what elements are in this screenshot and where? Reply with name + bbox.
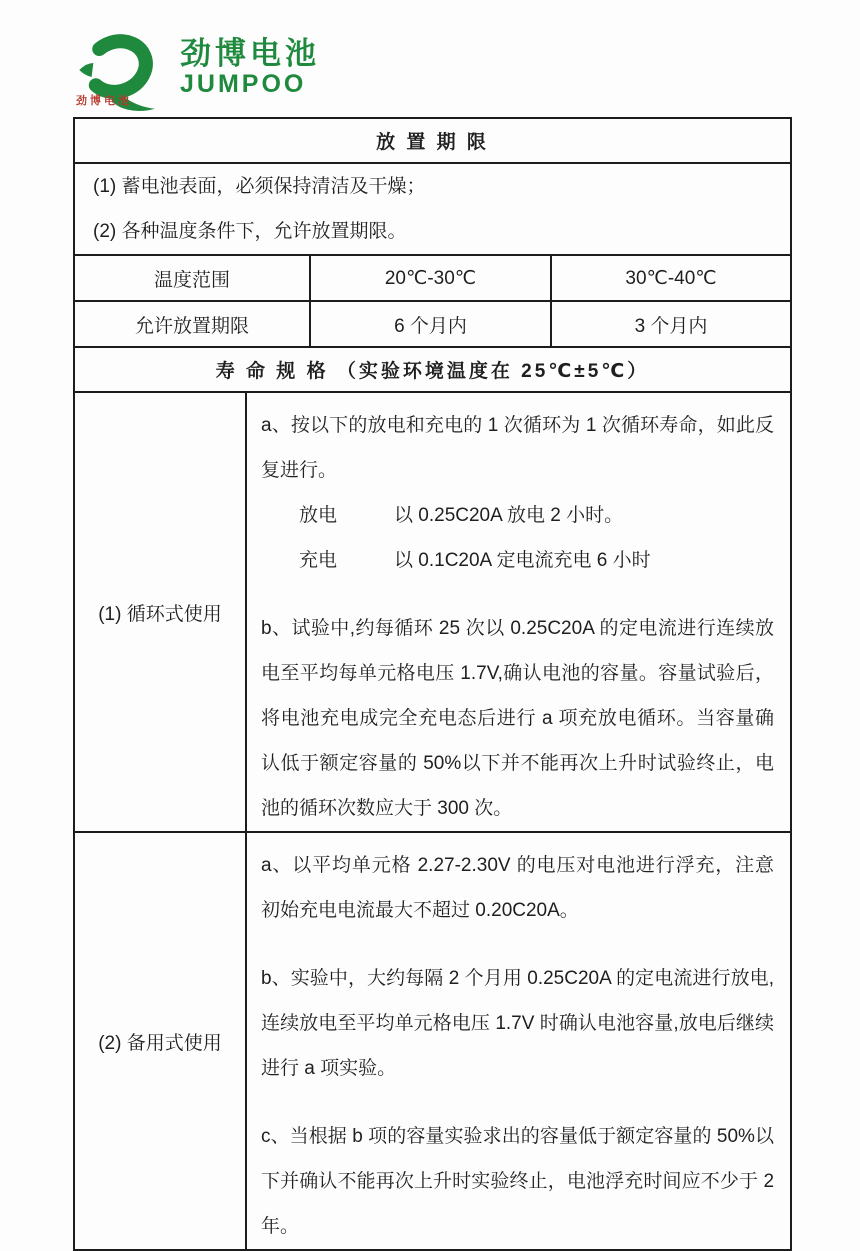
table-row [74, 118, 791, 163]
temp-range-value-2: 30℃-40℃ [551, 255, 791, 301]
life-spec-title: 寿 命 规 格 （实验环境温度在 25℃±5℃） [74, 347, 791, 392]
brand-name-english: JUMPOO [180, 69, 307, 98]
cyclic-para-b: b、试验中,约每循环 25 次以 0.25C20A 的定电流进行连续放电至平均每单元格电压 1.7V,确认电池的容量。容量试验后，将电池充电成完全充电态后进行 a 项充放电循环。当容量确认低于额定容量的 50%以下并不能再次上升时试验终止，电池的循环次数应大于 300 次。 [261, 618, 775, 819]
jumpoo-logo-mark [70, 26, 166, 114]
storage-note-2: (2) 各种温度条件下，允许放置期限。 [93, 221, 407, 242]
cyclic-use-content [246, 392, 791, 832]
storage-notes [74, 163, 791, 255]
cyclic-para-a: a、按以下的放电和充电的 1 次循环为 1 次循环寿命，如此反复进行。 [261, 415, 775, 481]
table-row [74, 301, 791, 347]
cyclic-use-label: (1) 循环式使用 [74, 392, 246, 832]
cyclic-line-charge: 充电 以 0.1C20A 定电流充电 6 小时 [261, 550, 651, 571]
storage-limit-value-1: 6 个月内 [310, 301, 551, 347]
logo-mark-caption: 劲博电池 [76, 95, 132, 107]
standby-para-a: a、以平均单元格 2.27-2.30V 的电压对电池进行浮充，注意初始充电电流最大不超过 0.20C20A。 [261, 855, 775, 921]
brand-name-chinese: 劲博电池 [180, 36, 320, 71]
table-row [74, 832, 791, 1250]
table-row [74, 392, 791, 832]
storage-limit-value-2: 3 个月内 [551, 301, 791, 347]
cyclic-line-discharge: 放电 以 0.25C20A 放电 2 小时。 [261, 505, 624, 526]
table-row [74, 347, 791, 392]
standby-use-content [246, 832, 791, 1250]
table-row [74, 255, 791, 301]
standby-para-c: c、当根据 b 项的容量实验求出的容量低于额定容量的 50%以下并确认不能再次上升时实验终止，电池浮充时间应不少于 2 年。 [261, 1126, 780, 1237]
storage-note-1: (1) 蓄电池表面，必须保持清洁及干燥； [93, 176, 426, 197]
brand-text [180, 26, 320, 98]
standby-use-label: (2) 备用式使用 [74, 832, 246, 1250]
temp-range-label: 温度范围 [74, 255, 310, 301]
brand-header [70, 26, 320, 114]
storage-period-title: 放 置 期 限 [74, 118, 791, 163]
table-row [74, 163, 791, 255]
temp-range-value-1: 20℃-30℃ [310, 255, 551, 301]
storage-limit-label: 允许放置期限 [74, 301, 310, 347]
battery-spec-table [73, 117, 792, 1251]
standby-para-b: b、实验中，大约每隔 2 个月用 0.25C20A 的定电流进行放电,连续放电至平均单元格电压 1.7V 时确认电池容量,放电后继续进行 a 项实验。 [261, 968, 775, 1079]
